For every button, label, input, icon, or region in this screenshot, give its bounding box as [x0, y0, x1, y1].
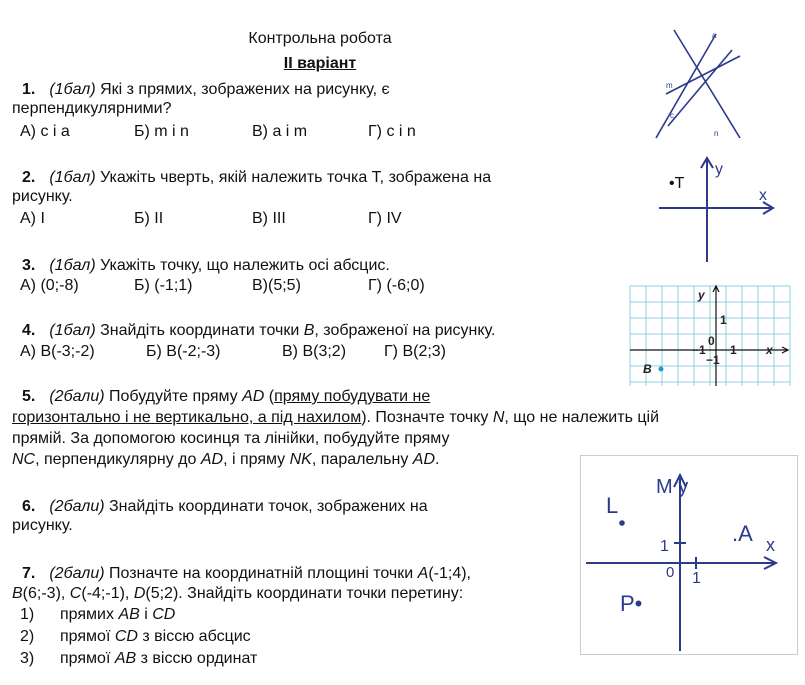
line-label: AB — [114, 650, 137, 667]
label-m: m — [666, 81, 673, 90]
subitem-text: прямої — [60, 650, 115, 667]
question-number: 6. — [22, 498, 36, 515]
question-number: 5. — [22, 388, 36, 405]
origin-label: 0 — [666, 564, 675, 581]
page-title: Контрольна робота — [248, 30, 392, 47]
point-p-label: P• — [620, 591, 643, 616]
question-points: (1бал) — [49, 81, 96, 98]
x-label: x — [766, 535, 775, 555]
option-b: Б) (-1;1) — [134, 277, 193, 294]
tick-minus-one-x: −1 — [692, 343, 706, 357]
line-nk-label: NK — [289, 451, 312, 468]
point-n-label: N — [492, 409, 505, 426]
q5-text: прямій. За допомогою косинця та лінійки, побудуйте пряму — [12, 430, 450, 447]
subitem-text: прямої — [60, 628, 115, 645]
x-label: x — [766, 343, 773, 357]
question-6 — [12, 497, 428, 535]
option-b: Б) ІІ — [134, 210, 164, 227]
question-text: Укажіть точку, що належить осі абсцис. — [95, 257, 390, 274]
line-label: CD — [152, 606, 176, 623]
question-text: Які з прямих, зображених на рисунку, є — [95, 81, 390, 98]
tick-one-x: 1 — [692, 570, 701, 587]
option-a: А) (0;-8) — [20, 277, 79, 294]
figure-grid — [626, 282, 792, 390]
question-text-cont: рисунку. — [12, 517, 73, 534]
q5-text: ). Позначте точку — [361, 409, 493, 426]
option-d: Г) (-6;0) — [368, 277, 425, 294]
point-b-coords: (6;-3), — [22, 585, 70, 602]
option-d: Г) B(2;3) — [384, 343, 447, 360]
line-m — [666, 56, 740, 94]
line-ad-label: AD — [242, 388, 265, 405]
q5-text: . — [435, 451, 440, 468]
question-4 — [12, 321, 495, 340]
question-7 — [12, 564, 471, 604]
q5-text: , перпендикулярну до — [35, 451, 201, 468]
subitem-number: 1) — [20, 606, 35, 623]
question-text-cont: перпендикулярними? — [12, 100, 172, 117]
point-d-coords: (5;2). Знайдіть координати точки перетину: — [145, 585, 464, 602]
question-text: Знайдіть координати точки — [95, 322, 304, 339]
label-n: n — [714, 129, 719, 138]
point-c-label: C — [69, 585, 82, 602]
label-a: a — [712, 31, 717, 40]
point-l-dot — [619, 520, 625, 526]
question-number: 1. — [22, 81, 36, 98]
option-a: А) B(-3;-2) — [20, 343, 95, 360]
question-number: 7. — [22, 565, 36, 582]
option-c: В) a і m — [252, 123, 308, 140]
question-text: , зображеної на рисунку. — [314, 322, 496, 339]
line-label: AB — [118, 606, 140, 623]
q7-subitem-3 — [20, 649, 257, 669]
subitem-number: 3) — [20, 650, 35, 667]
y-label: y — [715, 161, 723, 178]
option-c: В)(5;5) — [252, 277, 301, 294]
question-points: (2бали) — [49, 565, 105, 582]
question-points: (2бали) — [49, 388, 105, 405]
point-a-coords: (-1;4), — [428, 565, 471, 582]
q7-subitem-1 — [20, 605, 175, 625]
q5-text: , паралельну — [311, 451, 413, 468]
figure-lines — [648, 26, 748, 144]
question-1 — [12, 80, 390, 118]
question-points: (1бал) — [49, 257, 96, 274]
point-b-dot — [659, 367, 664, 372]
figure-coordinate-plane — [580, 455, 798, 655]
option-c: В) ІІІ — [252, 210, 286, 227]
question-number: 3. — [22, 257, 36, 274]
question-number: 4. — [22, 322, 36, 339]
point-d-label: D — [133, 585, 146, 602]
point-b-label: B — [643, 362, 652, 376]
question-points: (1бал) — [49, 169, 96, 186]
q7-subitem-2 — [20, 627, 251, 647]
subitem-number: 2) — [20, 628, 35, 645]
axis-label-m-y: M y — [656, 476, 689, 498]
question-text: Укажіть чверть, якій належить точка T, зображена на — [95, 169, 492, 186]
question-3 — [12, 256, 390, 275]
q5-text: Побудуйте пряму — [104, 388, 243, 405]
option-d: Г) IV — [368, 210, 402, 227]
point-b-label: B — [12, 585, 23, 602]
q5-text: , що не належить цій — [504, 409, 659, 426]
question-2 — [12, 168, 491, 206]
q5-text: ( — [264, 388, 275, 405]
subitem-text: прямих — [60, 606, 119, 623]
point-a-label: .A — [732, 521, 753, 546]
option-b: Б) m і n — [134, 123, 189, 140]
question-points: (2бали) — [49, 498, 105, 515]
point-a-label: A — [417, 565, 429, 582]
point-c-coords: (-4;-1), — [81, 585, 134, 602]
question-text-cont: рисунку. — [12, 188, 73, 205]
tick-one-x: 1 — [730, 343, 737, 357]
option-c: В) B(3;2) — [282, 343, 347, 360]
line-nc-label: NC — [12, 451, 36, 468]
tick-one-y: 1 — [720, 313, 727, 327]
q5-text: , і пряму — [223, 451, 290, 468]
q7-text: Позначте на координатній площині точки — [104, 565, 418, 582]
x-label: x — [759, 187, 767, 204]
option-b: Б) B(-2;-3) — [146, 343, 221, 360]
variant-heading: ІІ варіант — [283, 55, 357, 72]
label-c: c — [670, 111, 674, 120]
y-label: y — [698, 288, 705, 302]
tick-minus-one-y: −1 — [706, 353, 720, 367]
subitem-text: з віссю ординат — [136, 650, 258, 667]
q5-underlined-text: горизонтально і не вертикально, а під нахилом — [12, 409, 362, 426]
origin-label: 0 — [708, 334, 715, 348]
point-t: •T — [669, 175, 685, 192]
figure-frame — [581, 456, 798, 655]
option-a: А) c і a — [20, 123, 70, 140]
option-d: Г) c і n — [368, 123, 416, 140]
tick-one-y: 1 — [660, 538, 669, 555]
subitem-text: і — [139, 606, 153, 623]
point-b-label: B — [303, 322, 315, 339]
q5-underlined-text: пряму побудувати не — [274, 388, 431, 405]
line-label: CD — [114, 628, 138, 645]
question-number: 2. — [22, 169, 36, 186]
point-l-label: L — [606, 493, 619, 518]
question-text: Знайдіть координати точок, зображених на — [104, 498, 428, 515]
subitem-text: з віссю абсцис — [137, 628, 251, 645]
option-a: А) І — [20, 210, 45, 227]
line-ad-label: AD — [200, 451, 224, 468]
figure-quadrant — [655, 150, 785, 268]
line-ad-label: AD — [412, 451, 435, 468]
question-points: (1бал) — [49, 322, 96, 339]
